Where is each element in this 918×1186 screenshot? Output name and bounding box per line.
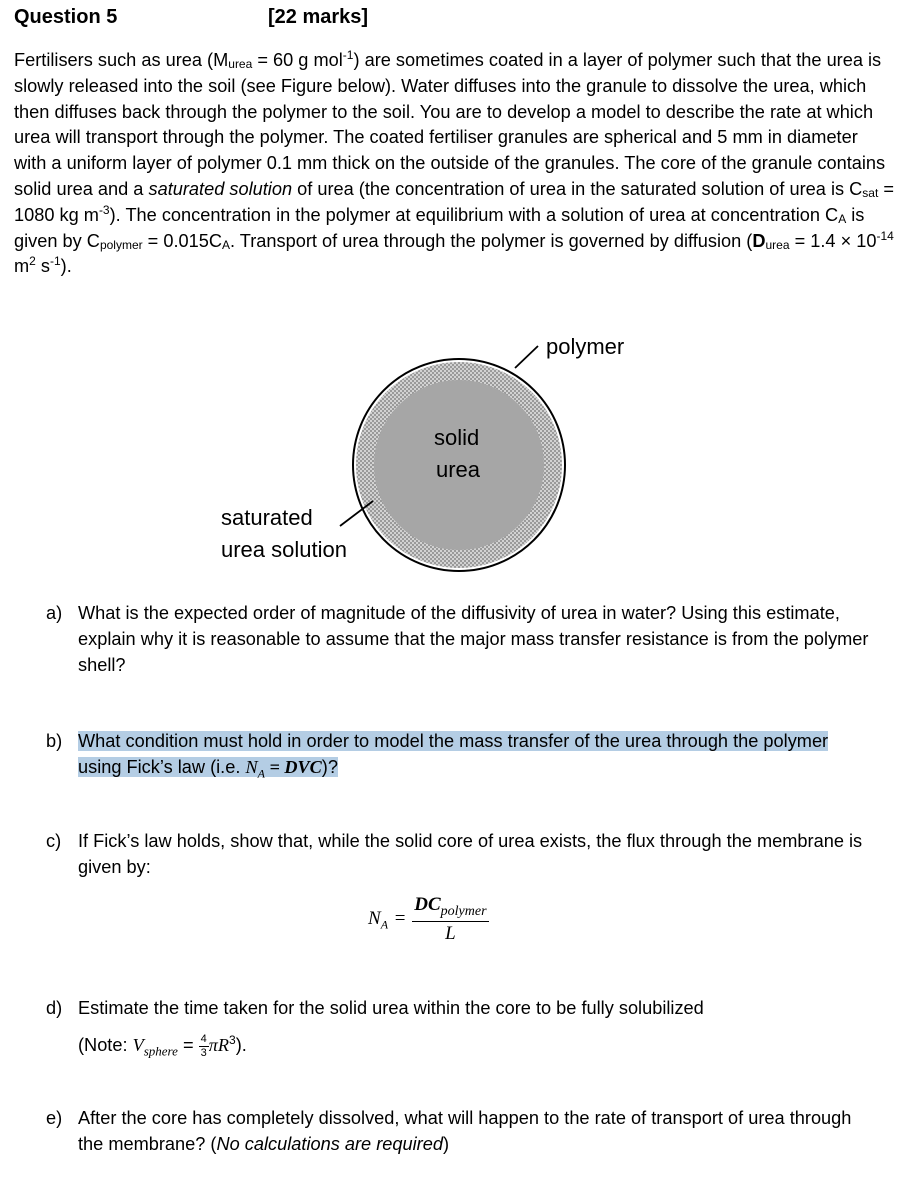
question-a-text: What is the expected order of magnitude of the diffusivity of urea in water? Using this estimate, explain why it is reasonable to assume that the major mass transfer resistance is from the polymer shell? xyxy=(78,603,869,675)
polymer-leader-line xyxy=(515,346,538,368)
question-d-note: (Note: $V_{sphere}$ = $\frac{4}{3}$ $\pi R^3$). xyxy=(78,1032,247,1059)
question-a xyxy=(46,600,876,678)
marks-label: [22 marks] xyxy=(268,6,369,28)
question-a-label: a) xyxy=(46,603,63,623)
question-d-label: d) xyxy=(46,998,63,1018)
question-b-text: What condition must hold in order to model the mass transfer of the urea through the polymer using Fick’s law (i.e. $N_A = DVC$)? xyxy=(78,731,829,781)
question-b xyxy=(46,728,876,787)
flux-equation: $N_A$ = $\frac{DC_{polymer}}{L}$ xyxy=(368,894,487,944)
question-e-text: After the core has completely dissolved, what will happen to the rate of transport of urea through the membrane? (No calculations are required) xyxy=(78,1108,852,1154)
question-e xyxy=(46,1105,876,1157)
question-d-text: Estimate the time taken for the solid urea within the core to be fully solubilized xyxy=(78,998,704,1018)
core-label-urea: urea xyxy=(436,457,481,482)
intro-paragraph: Fertilisers such as urea ($M_{urea} = 60$ g mol$^{-1}$) are sometimes coated in a layer of polymer such that the urea is slowly released into the soil (see Figure below). Water diffuses into the granule to dissolve the urea, which then diffuses back through the polymer to the soil. You are to develop a model to describe the rate at which urea will transport through the polymer. The coated fertiliser granules are spherical and 5 mm in diameter with a uniform layer of polymer 0.1 mm thick on the outside of the granules. The core of the granule contains solid urea and a saturated solution of urea (the concentration of urea in the saturated solution of urea is $C_{sat} = 1080$ kg $m^{-3}$). The concentration in the polymer at equilibrium with a solution of urea at concentration $C_A$ is given by $C_{polymer} = 0.015C_A$. Transport of urea through the polymer is governed by diffusion ($D_{urea} = 1.4 \times 10^{-14}$ $m^2$ $s^{-1}$). xyxy=(14,48,894,277)
granule-figure xyxy=(0,320,918,590)
question-e-label: e) xyxy=(46,1108,63,1128)
question-c-text: If Fick’s law holds, show that, while the solid core of urea exists, the flux through the membrane is given by: xyxy=(78,831,863,877)
core-label-solid: solid xyxy=(434,425,480,450)
question-c xyxy=(46,828,876,880)
question-b-label: b) xyxy=(46,731,63,751)
question-d xyxy=(46,995,876,1065)
solution-label-line2: urea solution xyxy=(221,537,347,562)
solution-label-line1: saturated xyxy=(221,505,313,530)
polymer-label: polymer xyxy=(546,334,625,359)
question-c-label: c) xyxy=(46,831,62,851)
question-title: Question 5 xyxy=(14,6,118,28)
